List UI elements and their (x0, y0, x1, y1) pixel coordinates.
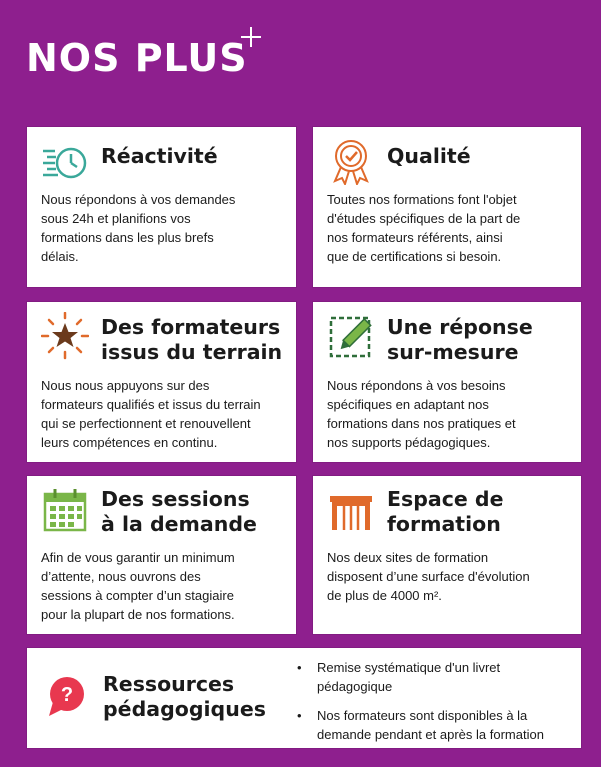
pencil-edit-icon (327, 312, 375, 360)
calendar-icon (41, 486, 89, 534)
card-description: Toutes nos formations font l'objet d'études spécifiques de la part de nos formateurs référents, ainsi que de certifications si besoin. (327, 192, 521, 264)
card-qualite (313, 127, 581, 287)
card-title: Des formateurs issus du terrain (101, 315, 283, 364)
stopwatch-icon (41, 137, 89, 185)
card-title: Ressources pédagogiques (103, 672, 266, 721)
card-sur-mesure (313, 302, 581, 462)
svg-text:?: ? (60, 684, 74, 706)
card-sessions (27, 476, 296, 634)
card-formateurs (27, 302, 296, 462)
card-reactivite (27, 127, 296, 287)
card-description: Afin de vous garantir un minimum d’attente, nous ouvrons des sessions à compter d’un stagiaire pour la plupart de nos formations. (41, 550, 235, 622)
card-description: Nous répondons à vos demandes sous 24h et planifions vos formations dans les plus brefs délais. (41, 192, 236, 264)
garage-building-icon (327, 486, 375, 534)
card-title: Réactivité (101, 144, 218, 168)
card-description: Nous nous appuyons sur des formateurs qualifiés et issus du terrain qui se perfectionnent et renouvellent leurs compétences en continu. (41, 378, 261, 450)
list-item: • Nos formateurs sont disponibles à la demande pendant et après la formation (297, 708, 544, 742)
card-title: Qualité (387, 144, 471, 168)
card-description: Nos deux sites de formation disposent d’une surface d'évolution de plus de 4000 m². (327, 550, 530, 603)
card-title: Des sessions à la demande (101, 487, 257, 536)
card-ressources (27, 648, 581, 748)
page-title: NOS PLUS (26, 36, 248, 80)
question-bubble-icon (41, 672, 89, 720)
card-espace (313, 476, 581, 634)
card-title: Espace de formation (387, 487, 504, 536)
resources-list (295, 658, 565, 754)
star-burst-icon (41, 312, 89, 360)
card-description: Nous répondons à vos besoins spécifiques en adaptant nos formations dans nos pratiques et nos supports pédagogiques. (327, 378, 516, 450)
plus-icon (240, 26, 262, 48)
card-title: Une réponse sur-mesure (387, 315, 533, 364)
list-item: • Remise systématique d'un livret pédagogique (297, 660, 501, 694)
award-ribbon-icon (327, 137, 375, 185)
